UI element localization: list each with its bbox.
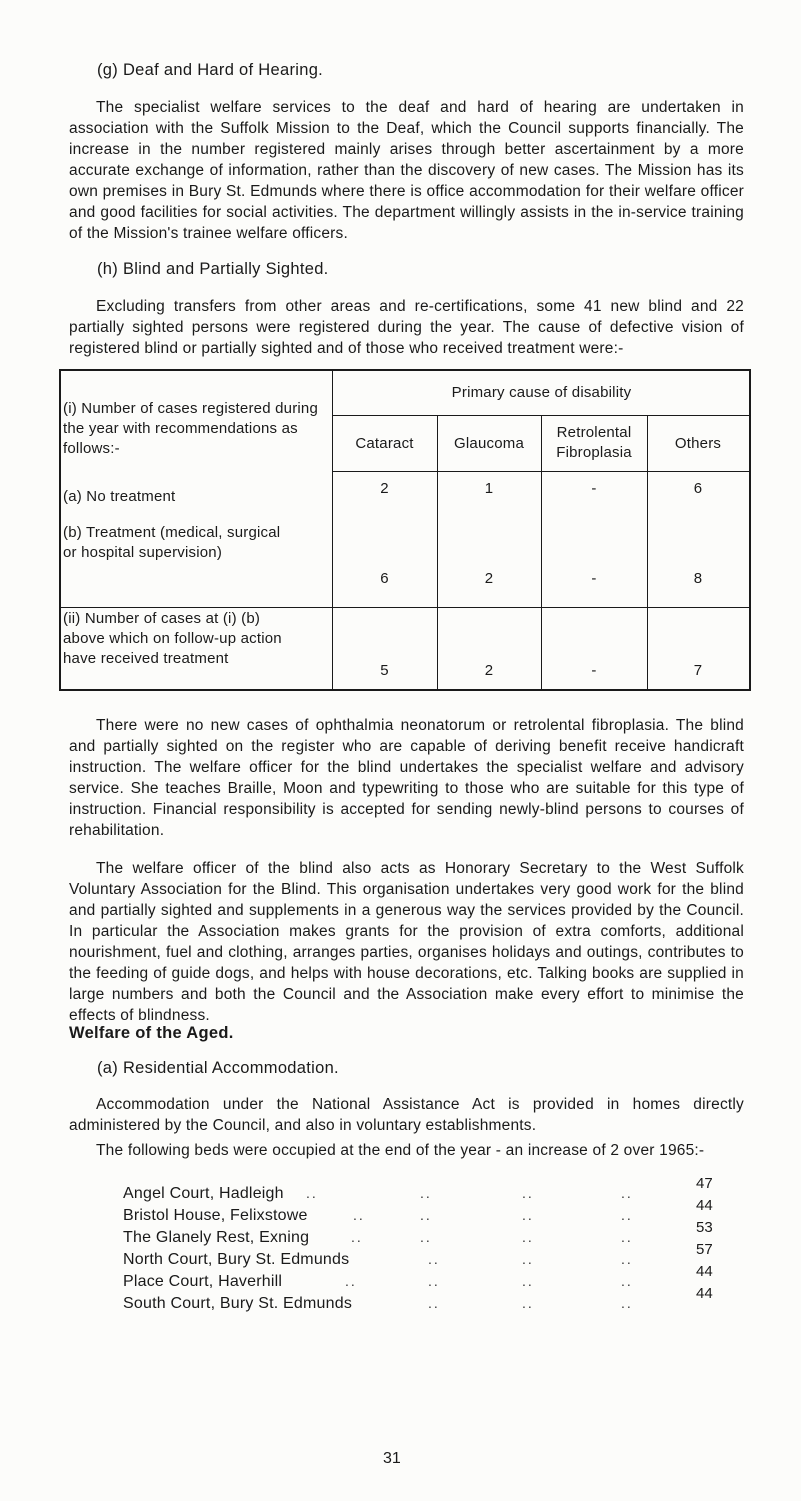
disability-table bbox=[59, 369, 751, 691]
col-retrolental: Retrolental Fibroplasia bbox=[556, 424, 632, 461]
ophthalmia-paragraph: There were no new cases of ophthalmia neonatorum or retrolental fibroplasia. The blind and partially sighted on the register who are capable of deriving benefit receive handicraft instruction. The welfare officer for the blind undertakes the specialist welfare and advisory service. She teaches Braille, Moon and typewriting to those who are suitable for this type of instruction. Financial responsibility is accepted for sending newly-blind persons to courses of rehabilitation. bbox=[69, 717, 744, 839]
row-b-retrolental: - bbox=[591, 570, 597, 587]
row-ii-cataract: 5 bbox=[380, 662, 389, 679]
primary-cause-header: Primary cause of disability bbox=[451, 384, 632, 401]
row-a-glaucoma: 1 bbox=[484, 480, 494, 497]
row-a-retrolental: - bbox=[591, 480, 597, 497]
row-ii-glaucoma: 2 bbox=[484, 662, 494, 679]
col-glaucoma: Glaucoma bbox=[454, 435, 524, 452]
section-h-paragraph: Excluding transfers from other areas and re-certifications, some 41 new blind and 22 partially sighted persons were registered during the year. The cause of defective vision of registered blind or partially sighted and of those who received treatment were:- bbox=[69, 298, 744, 357]
row-i-label: (i) Number of cases registered during the year with recommendations as follows:- bbox=[63, 400, 319, 457]
row-a-others: 6 bbox=[693, 480, 703, 497]
col-cataract: Cataract bbox=[355, 435, 414, 452]
list-item: Bristol House, Felixstowe .. .. .. .. 44 bbox=[123, 1197, 713, 1224]
row-ii-others: 7 bbox=[693, 662, 703, 679]
list-item: The Glanely Rest, Exning .. .. .. .. 53 bbox=[123, 1219, 713, 1246]
list-item: South Court, Bury St. Edmunds .. .. .. 44 bbox=[123, 1285, 713, 1312]
row-b-glaucoma: 2 bbox=[484, 570, 494, 587]
row-b-label: (b) Treatment (medical, surgical or hospital supervision) bbox=[63, 524, 281, 561]
list-item: Angel Court, Hadleigh .. .. .. .. 47 bbox=[123, 1175, 713, 1202]
list-item: North Court, Bury St. Edmunds .. .. .. 57 bbox=[123, 1241, 713, 1268]
col-others: Others bbox=[674, 435, 722, 452]
row-ii-label: (ii) Number of cases at (i) (b) above which on follow-up action have received treatment bbox=[63, 610, 282, 667]
page-number: 31 bbox=[383, 1450, 401, 1467]
section-g-paragraph: The specialist welfare services to the deaf and hard of hearing are undertaken in association with the Suffolk Mission to the Deaf, which the Council supports financially. The increase in the number registered mainly arises through better ascertainment by a more accurate exchange of information, rather than the discovery of new cases. The Mission has its own premises in Bury St. Edmunds where there is office accommodation for their welfare officer and good facilities for social activities. The department willingly assists in the in-service training of the Mission's trainee welfare officers. bbox=[69, 99, 744, 242]
row-a-cataract: 2 bbox=[380, 480, 389, 497]
row-b-others: 8 bbox=[693, 570, 703, 587]
list-item: Place Court, Haverhill .. .. .. .. 44 bbox=[123, 1263, 713, 1290]
section-h-heading: (h) Blind and Partially Sighted. bbox=[97, 260, 329, 278]
row-a-label: (a) No treatment bbox=[63, 488, 176, 505]
aged-paragraph-1: Accommodation under the National Assistance Act is provided in homes directly administered by the Council, and also in voluntary establishments. bbox=[69, 1096, 744, 1134]
aged-paragraph-2: The following beds were occupied at the end of the year - an increase of 2 over 1965:- bbox=[96, 1142, 705, 1159]
row-b-cataract: 6 bbox=[380, 570, 389, 587]
section-g-heading: (g) Deaf and Hard of Hearing. bbox=[97, 61, 324, 79]
row-ii-retrolental: - bbox=[591, 662, 597, 679]
aged-subheading: (a) Residential Accommodation. bbox=[97, 1059, 339, 1077]
secretary-paragraph: The welfare officer of the blind also acts as Honorary Secretary to the West Suffolk Voluntary Association for the Blind. This organisation undertakes very good work for the blind and partially sighted and supplements in a generous way the services provided by the Council. In particular the Association makes grants for the provision of extra comforts, additional nourishment, fuel and clothing, arranges parties, organises holidays and outings, contributes to the feeding of guide dogs, and helps with house decorations, etc. Talking books are supplied in large numbers and both the Council and the Association make every effort to minimise the effects of blindness. bbox=[69, 860, 744, 1024]
aged-heading: Welfare of the Aged. bbox=[69, 1024, 234, 1042]
